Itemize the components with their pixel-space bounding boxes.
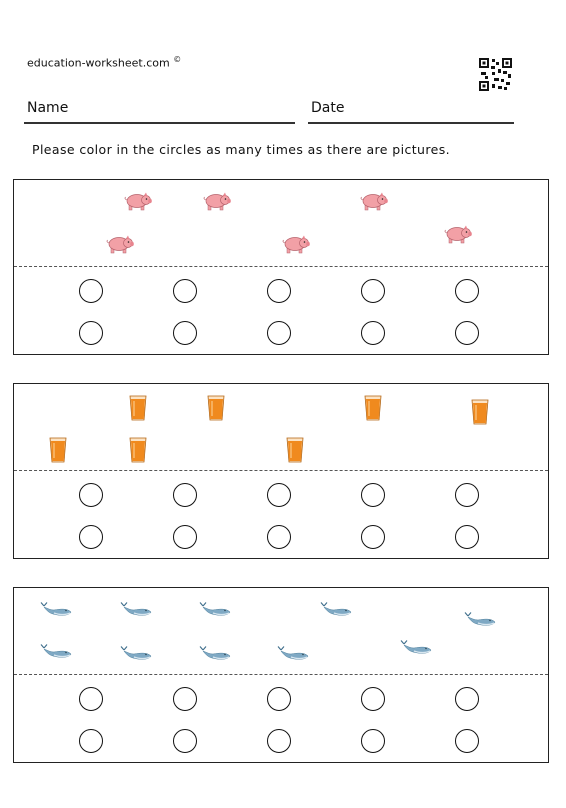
whale-icon (199, 645, 231, 665)
coloring-circle[interactable] (173, 729, 197, 753)
juice-glass-icon (129, 437, 147, 467)
coloring-circle[interactable] (455, 687, 479, 711)
qr-code-icon (479, 58, 512, 91)
coloring-circle[interactable] (173, 279, 197, 303)
pig-icon (444, 225, 472, 248)
whale-icon (277, 645, 309, 665)
coloring-circle[interactable] (361, 483, 385, 507)
date-line (308, 122, 514, 124)
whale-icon (400, 639, 432, 659)
coloring-circle[interactable] (79, 279, 103, 303)
whale-icon (120, 601, 152, 621)
whale-icon (199, 601, 231, 621)
coloring-circle[interactable] (79, 483, 103, 507)
coloring-circle[interactable] (455, 279, 479, 303)
whale-panel (13, 587, 549, 763)
coloring-circle[interactable] (361, 321, 385, 345)
coloring-circle[interactable] (79, 729, 103, 753)
pig-pictures (14, 180, 548, 267)
juice-glass-icon (471, 399, 489, 429)
juice-panel (13, 383, 549, 559)
coloring-circle[interactable] (173, 483, 197, 507)
pig-icon (124, 192, 152, 215)
coloring-circle[interactable] (267, 687, 291, 711)
coloring-circle[interactable] (455, 525, 479, 549)
copyright-mark: © (173, 55, 182, 64)
site-name: education-worksheet.com (27, 56, 170, 70)
coloring-circle[interactable] (79, 525, 103, 549)
juice-glass-icon (207, 395, 225, 425)
pig-panel (13, 179, 549, 355)
coloring-circle[interactable] (361, 525, 385, 549)
name-line (24, 122, 295, 124)
coloring-circle[interactable] (267, 279, 291, 303)
pig-icon (203, 192, 231, 215)
juice-glass-icon (129, 395, 147, 425)
coloring-circle[interactable] (361, 729, 385, 753)
coloring-circle[interactable] (267, 321, 291, 345)
whale-icon (464, 611, 496, 631)
coloring-circle[interactable] (455, 729, 479, 753)
date-label: Date (311, 100, 345, 116)
name-label: Name (27, 100, 69, 116)
coloring-circle[interactable] (79, 687, 103, 711)
pig-icon (360, 192, 388, 215)
pig-icon (106, 235, 134, 258)
juice-glass-icon (286, 437, 304, 467)
whale-icon (120, 645, 152, 665)
coloring-circle[interactable] (267, 483, 291, 507)
coloring-circle[interactable] (79, 321, 103, 345)
name-field[interactable] (27, 100, 68, 116)
whale-icon (40, 601, 72, 621)
whale-icon (320, 601, 352, 621)
whale-pictures (14, 588, 548, 675)
date-field[interactable] (311, 100, 344, 116)
coloring-circle[interactable] (455, 483, 479, 507)
juice-pictures (14, 384, 548, 471)
coloring-circle[interactable] (455, 321, 479, 345)
juice-glass-icon (364, 395, 382, 425)
instructions: Please color in the circles as many times as there are pictures. (32, 142, 451, 157)
pig-icon (282, 235, 310, 258)
coloring-circle[interactable] (267, 525, 291, 549)
coloring-circle[interactable] (267, 729, 291, 753)
coloring-circle[interactable] (361, 687, 385, 711)
whale-icon (40, 643, 72, 663)
coloring-circle[interactable] (173, 687, 197, 711)
site-credit (27, 55, 181, 70)
coloring-circle[interactable] (173, 525, 197, 549)
coloring-circle[interactable] (361, 279, 385, 303)
coloring-circle[interactable] (173, 321, 197, 345)
juice-glass-icon (49, 437, 67, 467)
